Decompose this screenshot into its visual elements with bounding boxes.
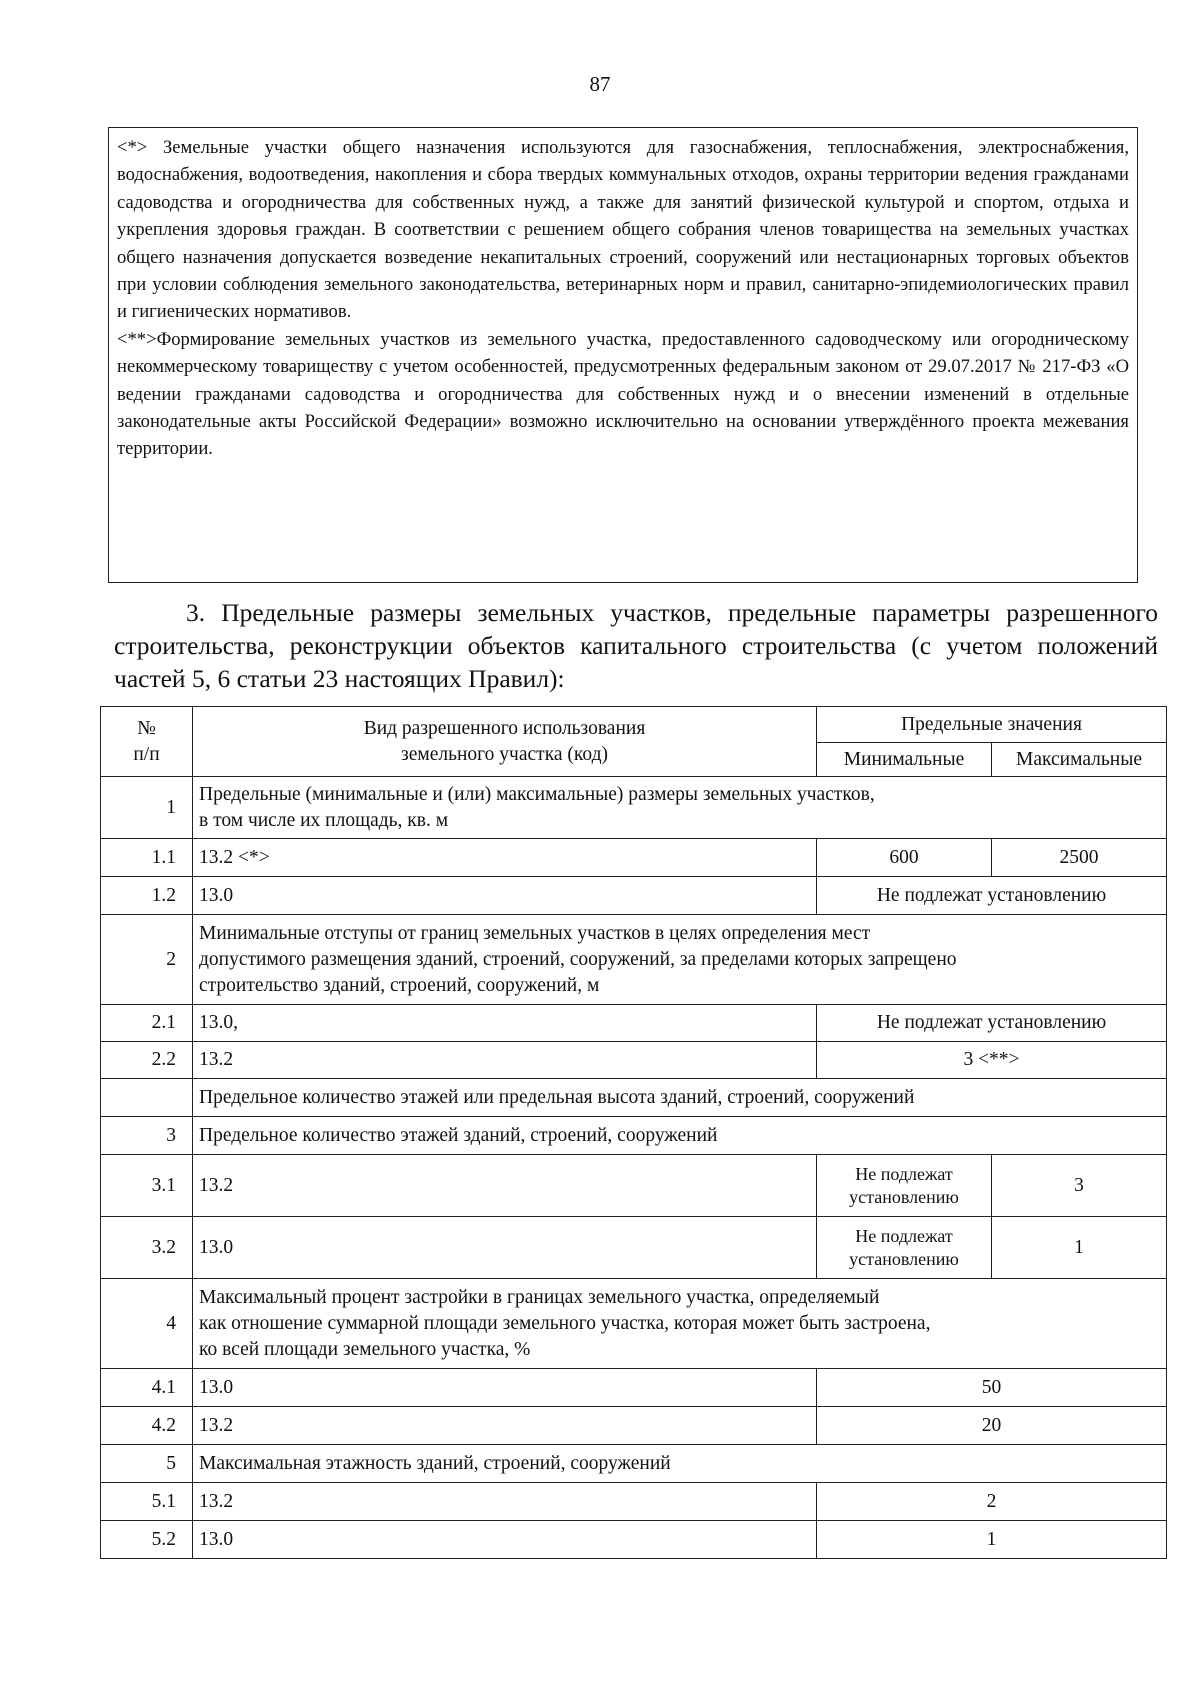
table-row bbox=[101, 915, 1167, 1005]
header-use-type-line1: Вид разрешенного использования bbox=[363, 717, 646, 739]
row-number: 1 bbox=[101, 777, 193, 839]
row-code: 13.0 bbox=[193, 1521, 817, 1559]
footnotes-box bbox=[108, 127, 1138, 583]
section-heading-lead: 3. Предельные размеры земельных участков, предельные параметры bbox=[186, 598, 991, 627]
row-code: 13.2 <*> bbox=[193, 839, 817, 877]
page-number: 87 bbox=[589, 72, 611, 96]
row-number: 5 bbox=[101, 1445, 193, 1483]
table-row bbox=[101, 1155, 1167, 1217]
row-number: 4.1 bbox=[101, 1369, 193, 1407]
row-value: 2 bbox=[817, 1483, 1167, 1521]
row-min: 600 bbox=[817, 839, 992, 877]
row-section-text bbox=[193, 777, 1167, 839]
row-min-line: установлению bbox=[849, 1186, 959, 1207]
row-text-line: Минимальные отступы от границ земельных участков в целях определения мест bbox=[199, 922, 871, 944]
row-value: 50 bbox=[817, 1369, 1167, 1407]
row-number: 1.2 bbox=[101, 877, 193, 915]
row-value: 20 bbox=[817, 1407, 1167, 1445]
row-section-text bbox=[193, 1279, 1167, 1369]
row-code: 13.2 bbox=[193, 1155, 817, 1217]
section-heading bbox=[114, 596, 1158, 695]
table-row bbox=[101, 877, 1167, 915]
row-code: 13.2 bbox=[193, 1483, 817, 1521]
row-number: 2.1 bbox=[101, 1005, 193, 1042]
row-section-text bbox=[193, 915, 1167, 1005]
table-row bbox=[101, 1407, 1167, 1445]
row-section-text: Максимальная этажность зданий, строений, сооружений bbox=[193, 1445, 1167, 1483]
header-use-type bbox=[193, 707, 817, 777]
header-limits: Предельные значения bbox=[817, 707, 1167, 743]
row-max: 1 bbox=[992, 1217, 1167, 1279]
row-text-line: как отношение суммарной площади земельного участка, которая может быть застроена, bbox=[199, 1312, 931, 1334]
row-code: 13.2 bbox=[193, 1407, 817, 1445]
row-min bbox=[817, 1217, 992, 1279]
row-min-line: Не подлежат bbox=[855, 1225, 953, 1246]
table-row bbox=[101, 1042, 1167, 1079]
header-number-line2: п/п bbox=[133, 743, 160, 765]
row-text-line: строительство зданий, строений, сооружений, м bbox=[199, 974, 600, 996]
table-row bbox=[101, 1369, 1167, 1407]
table-row bbox=[101, 839, 1167, 877]
row-max: 3 bbox=[992, 1155, 1167, 1217]
table-row bbox=[101, 1279, 1167, 1369]
section-heading-rest: разрешенного строительства, реконструкции объектов капитального строительства (с учетом положений частей 5, 6 статьи 23 настоящих Правил): bbox=[114, 598, 1159, 693]
header-number-line1: № bbox=[137, 717, 156, 739]
row-text-line: ко всей площади земельного участка, % bbox=[199, 1338, 531, 1360]
row-number: 3.1 bbox=[101, 1155, 193, 1217]
row-number: 3.2 bbox=[101, 1217, 193, 1279]
row-value: Не подлежат установлению bbox=[817, 1005, 1167, 1042]
row-min bbox=[817, 1155, 992, 1217]
header-use-type-line2: земельного участка (код) bbox=[401, 743, 608, 765]
table-header-row bbox=[101, 707, 1167, 743]
table-row bbox=[101, 1217, 1167, 1279]
header-max: Максимальные bbox=[992, 743, 1167, 777]
table-row bbox=[101, 1483, 1167, 1521]
header-min: Минимальные bbox=[817, 743, 992, 777]
row-number: 5.1 bbox=[101, 1483, 193, 1521]
limits-table bbox=[100, 706, 1167, 1559]
row-number: 4 bbox=[101, 1279, 193, 1369]
row-value: Не подлежат установлению bbox=[817, 877, 1167, 915]
row-code: 13.0 bbox=[193, 877, 817, 915]
table-row bbox=[101, 1117, 1167, 1155]
row-text-line: Максимальный процент застройки в границах земельного участка, определяемый bbox=[199, 1286, 880, 1308]
row-text-line: в том числе их площадь, кв. м bbox=[199, 809, 449, 831]
row-number: 2 bbox=[101, 915, 193, 1005]
row-min-line: Не подлежат bbox=[855, 1163, 953, 1184]
row-code: 13.0 bbox=[193, 1369, 817, 1407]
row-text-line: допустимого размещения зданий, строений, сооружений, за пределами которых запрещено bbox=[199, 948, 957, 970]
table-row bbox=[101, 1445, 1167, 1483]
table-row bbox=[101, 777, 1167, 839]
table-row bbox=[101, 1079, 1167, 1117]
row-value: 3 <**> bbox=[817, 1042, 1167, 1079]
row-section-text: Предельное количество этажей или предельная высота зданий, строений, сооружений bbox=[193, 1079, 1167, 1117]
row-number: 1.1 bbox=[101, 839, 193, 877]
row-max: 2500 bbox=[992, 839, 1167, 877]
row-text-line: Предельные (минимальные и (или) максимальные) размеры земельных участков, bbox=[199, 783, 875, 805]
row-min-line: установлению bbox=[849, 1248, 959, 1269]
row-code: 13.0 bbox=[193, 1217, 817, 1279]
row-number: 4.2 bbox=[101, 1407, 193, 1445]
row-code: 13.0, bbox=[193, 1005, 817, 1042]
table-row bbox=[101, 1521, 1167, 1559]
row-number: 2.2 bbox=[101, 1042, 193, 1079]
table-row bbox=[101, 1005, 1167, 1042]
row-number: 3 bbox=[101, 1117, 193, 1155]
footnote-land-formation: <**>Формирование земельных участков из земельного участка, предоставленного садоводческому или огородническому некоммерческому товариществу с учетом особенностей, предусмотренных федеральным законом от 29.07.2017 № 217-ФЗ «О ведении гражданами садоводства и огородничества для собственных нужд и о внесении изменений в отдельные законодательные акты Российской Федерации» возможно исключительно на основании утверждённого проекта межевания территории. bbox=[117, 328, 1129, 460]
row-value: 1 bbox=[817, 1521, 1167, 1559]
header-number bbox=[101, 707, 193, 777]
footnote-general-purpose-land: <*> Земельные участки общего назначения используются для газоснабжения, теплоснабжения, электроснабжения, водоснабжения, водоотведения, накопления и сбора твердых коммунальных отходов, охраны территории ведения гражданами садоводства и огородничества для собственных нужд, а также для занятий физической культурой и спортом, отдыха и укрепления здоровья граждан. В соответствии с решением общего собрания членов товарищества на земельных участках общего назначения допускается возведение некапитальных строений, сооружений или нестационарных торговых объектов при условии соблюдения земельного законодательства, ветеринарных норм и правил, санитарно-эпидемиологических правил и гигиенических нормативов. bbox=[117, 137, 1129, 323]
row-section-text: Предельное количество этажей зданий, строений, сооружений bbox=[193, 1117, 1167, 1155]
row-number-empty bbox=[101, 1079, 193, 1117]
row-number: 5.2 bbox=[101, 1521, 193, 1559]
row-code: 13.2 bbox=[193, 1042, 817, 1079]
